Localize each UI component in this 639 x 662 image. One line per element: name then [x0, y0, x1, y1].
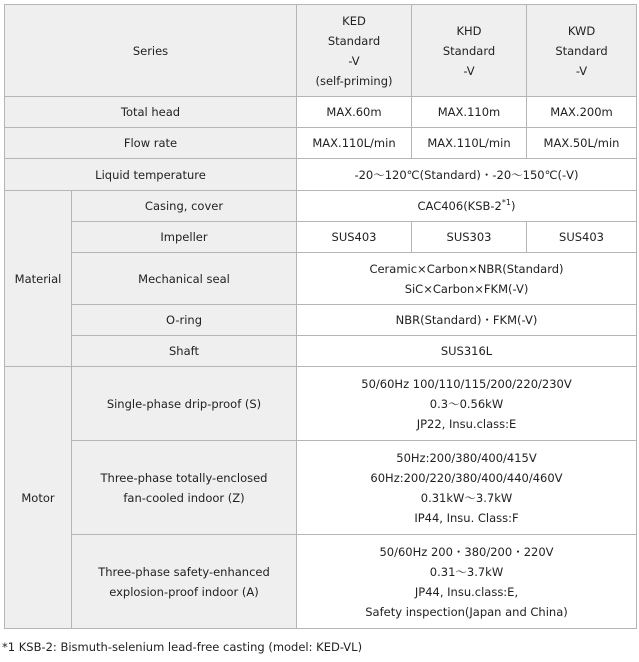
khd-header: KHD Standard -V [412, 5, 527, 97]
three-phase-a-label: Three-phase safety-enhanced explosion-proof indoor (A) [72, 535, 297, 629]
three-phase-a-value: 50/60Hz 200・380/200・220V 0.31～3.7kW JP44, Insu.class:E, Safety inspection(Japan and China) [297, 535, 637, 629]
spec-table [4, 4, 637, 629]
total-head-ked: MAX.60m [297, 97, 412, 128]
single-phase-label: Single-phase drip-proof (S) [72, 367, 297, 441]
ked-header: KED Standard -V (self-priming) [297, 5, 412, 97]
liquid-temperature-value: -20～120℃(Standard)・-20～150℃(-V) [297, 159, 637, 191]
impeller-khd: SUS303 [412, 222, 527, 253]
impeller-row [5, 222, 637, 253]
single-phase-value: 50/60Hz 100/110/115/200/220/230V 0.3～0.56kW JP22, Insu.class:E [297, 367, 637, 441]
casing-label: Casing, cover [72, 191, 297, 222]
shaft-label: Shaft [72, 336, 297, 367]
total-head-label: Total head [5, 97, 297, 128]
material-group-label: Material [5, 191, 72, 367]
mechanical-seal-row [5, 253, 637, 305]
impeller-kwd: SUS403 [527, 222, 637, 253]
impeller-label: Impeller [72, 222, 297, 253]
oring-row [5, 305, 637, 336]
casing-value: CAC406(KSB-2$^{*1}$) [297, 191, 637, 222]
flow-rate-row [5, 128, 637, 159]
casing-row [5, 191, 637, 222]
liquid-temperature-label: Liquid temperature [5, 159, 297, 191]
oring-value: NBR(Standard)・FKM(-V) [297, 305, 637, 336]
series-header: Series [5, 5, 297, 97]
flow-rate-kwd: MAX.50L/min [527, 128, 637, 159]
header-row [5, 5, 637, 97]
liquid-temperature-row [5, 159, 637, 191]
impeller-ked: SUS403 [297, 222, 412, 253]
mechanical-seal-value: Ceramic×Carbon×NBR(Standard) SiC×Carbon×FKM(-V) [297, 253, 637, 305]
total-head-row [5, 97, 637, 128]
mechanical-seal-label: Mechanical seal [72, 253, 297, 305]
three-phase-a-row [5, 535, 637, 629]
three-phase-z-row [5, 441, 637, 535]
total-head-khd: MAX.110m [412, 97, 527, 128]
total-head-kwd: MAX.200m [527, 97, 637, 128]
shaft-value: SUS316L [297, 336, 637, 367]
flow-rate-ked: MAX.110L/min [297, 128, 412, 159]
flow-rate-khd: MAX.110L/min [412, 128, 527, 159]
three-phase-z-label: Three-phase totally-enclosed fan-cooled indoor (Z) [72, 441, 297, 535]
oring-label: O-ring [72, 305, 297, 336]
flow-rate-label: Flow rate [5, 128, 297, 159]
kwd-header: KWD Standard -V [527, 5, 637, 97]
single-phase-row [5, 367, 637, 441]
motor-group-label: Motor [5, 367, 72, 629]
three-phase-z-value: 50Hz:200/380/400/415V 60Hz:200/220/380/400/440/460V 0.31kW～3.7kW IP44, Insu. Class:F [297, 441, 637, 535]
footnote: *1 KSB-2: Bismuth-selenium lead-free casting (model: KED-VL) [2, 640, 363, 654]
shaft-row [5, 336, 637, 367]
